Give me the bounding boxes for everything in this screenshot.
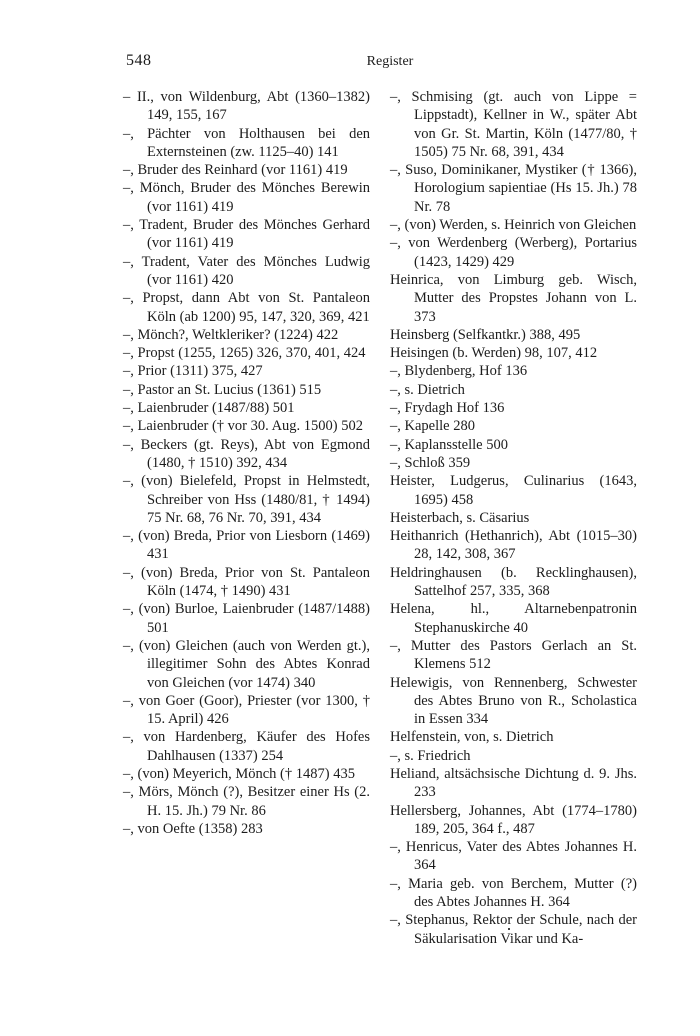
index-entry: –, Suso, Dominikaner, Mystiker († 1366), Horologium sapientiae (Hs 15. Jh.) 78 Nr. 78 <box>390 162 637 215</box>
index-entry: –, Tradent, Vater des Mönches Ludwig (vor 1161) 420 <box>123 253 370 288</box>
index-entry: –, Laienbruder († vor 30. Aug. 1500) 502 <box>123 418 364 435</box>
index-entry: –, (von) Breda, Prior von Liesborn (1469) 431 <box>123 528 370 563</box>
right-column <box>390 88 637 948</box>
index-entry: –, Schloß 359 <box>390 454 471 471</box>
index-entry: –, Maria geb. von Berchem, Mutter (?) des Abtes Johannes H. 364 <box>390 875 637 911</box>
index-entry: –, Kapelle 280 <box>390 418 475 435</box>
page-number: 548 <box>126 52 152 69</box>
index-entry: –, Stephanus, Rektor der Schule, nach der Säkularisation Vikar und Ka- <box>390 912 637 947</box>
running-title: Register <box>366 54 414 69</box>
index-entry: Heliand, altsächsische Dichtung d. 9. Jhs. 233 <box>390 765 637 801</box>
index-entry: –, Propst, dann Abt von St. Pantaleon Köln (ab 1200) 95, 147, 320, 369, 421 <box>123 290 370 325</box>
index-entry: –, Frydagh Hof 136 <box>390 400 505 417</box>
index-entry: –, (von) Meyerich, Mönch († 1487) 435 <box>123 765 355 782</box>
index-entry: Heisingen (b. Werden) 98, 107, 412 <box>390 345 598 362</box>
index-entry: Helewigis, von Rennenberg, Schwester des Abtes Bruno von R., Scholastica in Essen 334 <box>390 674 637 728</box>
index-entry: –, Kaplansstelle 500 <box>390 436 508 453</box>
index-entry: –, (von) Gleichen (auch von Werden gt.), illegitimer Sohn des Abtes Konrad von Gleichen (vor 1474) 340 <box>123 637 370 691</box>
index-entry: –, (von) Bielefeld, Propst in Helmstedt, Schreiber von Hss (1480/81, † 1494) 75 Nr. 68, 76 Nr. 70, 391, 434 <box>123 473 370 526</box>
index-entry: –, Prior (1311) 375, 427 <box>123 363 263 380</box>
index-entry: –, von Werdenberg (Werberg), Portarius (1423, 1429) 429 <box>390 235 637 270</box>
index-entry: –, (von) Breda, Prior von St. Pantaleon Köln (1474, † 1490) 431 <box>123 564 370 600</box>
index-entry: –, von Goer (Goor), Priester (vor 1300, † 15. April) 426 <box>123 692 370 728</box>
index-entry: –, von Oefte (1358) 283 <box>123 820 263 837</box>
index-entry: –, Tradent, Bruder des Mönches Gerhard (vor 1161) 419 <box>123 217 370 252</box>
index-entry: –, s. Friedrich <box>390 747 471 764</box>
index-entry: Heldringhausen (b. Recklinghausen), Sattelhof 257, 335, 368 <box>390 564 637 600</box>
index-entry: –, Bruder des Reinhard (vor 1161) 419 <box>123 162 348 179</box>
index-entry: –, Mutter des Pastors Gerlach an St. Klemens 512 <box>390 637 637 673</box>
print-speck <box>508 928 510 930</box>
left-column <box>123 88 370 838</box>
index-entry: Helfenstein, von, s. Dietrich <box>390 729 554 746</box>
index-entry: –, Schmising (gt. auch von Lippe = Lippstadt), Kellner in W., später Abt von Gr. St. Martin, Köln (1477/80, † 1505) 75 Nr. 68, 391, 434 <box>390 89 637 160</box>
index-entry: –, (von) Burloe, Laienbruder (1487/1488) 501 <box>123 601 370 636</box>
index-entry: –, s. Dietrich <box>390 381 465 398</box>
index-entry: Helena, hl., Altarnebenpatronin Stephanuskirche 40 <box>390 601 637 636</box>
index-entry: –, Laienbruder (1487/88) 501 <box>123 400 295 417</box>
index-entry: –, Mörs, Mönch (?), Besitzer einer Hs (2. H. 15. Jh.) 79 Nr. 86 <box>123 784 370 819</box>
index-entry: –, Blydenberg, Hof 136 <box>390 363 528 380</box>
index-entry: Hellersberg, Johannes, Abt (1774–1780) 189, 205, 364 f., 487 <box>390 802 637 837</box>
index-entry: –, Mönch, Bruder des Mönches Berewin (vor 1161) 419 <box>123 180 370 215</box>
index-entry: –, Mönch?, Weltkleriker? (1224) 422 <box>123 326 339 343</box>
index-entry: Heinsberg (Selfkantkr.) 388, 495 <box>390 326 581 343</box>
index-entry: Heinrica, von Limburg geb. Wisch, Mutter des Propstes Johann von L. 373 <box>390 271 637 325</box>
index-entry: –, von Hardenberg, Käufer des Hofes Dahlhausen (1337) 254 <box>123 729 370 764</box>
index-entry: –, Pächter von Holthausen bei den Externsteinen (zw. 1125–40) 141 <box>123 125 370 160</box>
index-entry: –, Henricus, Vater des Abtes Johannes H. 364 <box>390 839 637 874</box>
index-entry: Heister, Ludgerus, Culinarius (1643, 1695) 458 <box>390 473 637 508</box>
index-entry: Heithanrich (Hethanrich), Abt (1015–30) 28, 142, 308, 367 <box>390 528 637 563</box>
index-entry: –, Beckers (gt. Reys), Abt von Egmond (1480, † 1510) 392, 434 <box>123 436 370 471</box>
index-entry: – II., von Wildenburg, Abt (1360–1382) 149, 155, 167 <box>123 89 370 124</box>
index-entry: –, Propst (1255, 1265) 326, 370, 401, 424 <box>123 345 366 362</box>
index-entry: Heisterbach, s. Cäsarius <box>390 509 530 526</box>
index-entry: –, Pastor an St. Lucius (1361) 515 <box>123 381 322 398</box>
index-entry: –, (von) Werden, s. Heinrich von Gleichen <box>390 217 637 234</box>
